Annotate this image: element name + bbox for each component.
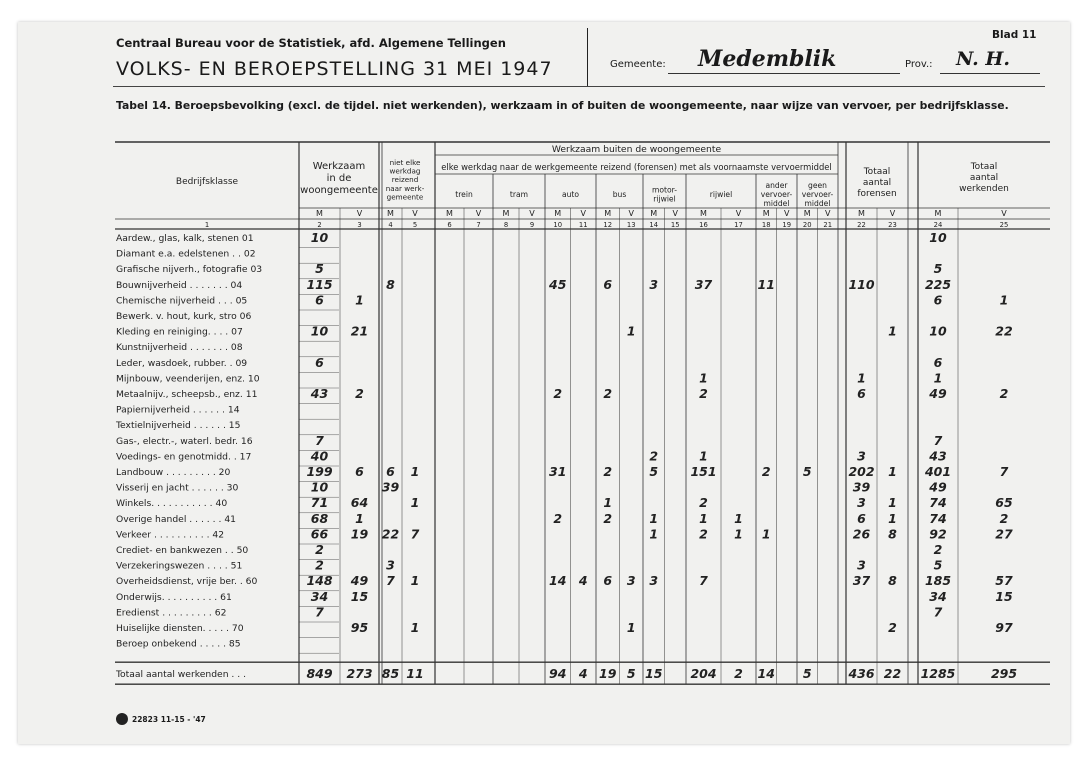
total-value: 1285 bbox=[920, 666, 956, 682]
cell-value: 68 bbox=[310, 510, 329, 526]
cell-value: 15 bbox=[350, 588, 369, 604]
cell-value: 26 bbox=[852, 526, 871, 542]
industry-row-label: Voedings- en genotmidd. . 17 bbox=[116, 451, 252, 463]
cell-value: 2 bbox=[933, 542, 943, 557]
cell-value: 6 bbox=[386, 464, 395, 479]
industry-row-label: Winkels. . . . . . . . . . . 40 bbox=[116, 498, 228, 510]
column-number: 17 bbox=[734, 221, 743, 229]
cell-value: 6 bbox=[857, 386, 866, 401]
industry-row-label: Chemische nijverheid . . . 05 bbox=[116, 295, 248, 307]
cell-value: 3 bbox=[626, 573, 636, 589]
transport-mode-header: tram bbox=[509, 190, 529, 199]
cell-value: 49 bbox=[929, 479, 947, 495]
cell-value: 7 bbox=[933, 432, 943, 448]
cell-value: 2 bbox=[553, 386, 563, 401]
industry-row-label: Textielnijverheid . . . . . . 15 bbox=[116, 420, 241, 432]
total-value: 14 bbox=[757, 666, 775, 682]
sex-label: V bbox=[580, 209, 586, 218]
sex-label: M bbox=[316, 209, 323, 218]
cell-value: 27 bbox=[995, 526, 1013, 542]
cell-value: 202 bbox=[848, 464, 875, 479]
cell-value: 148 bbox=[306, 573, 333, 589]
cell-value: 1 bbox=[888, 323, 897, 339]
cell-value: 1 bbox=[626, 323, 636, 339]
sheet-number: Blad 11 bbox=[992, 29, 1037, 41]
column-number: 13 bbox=[626, 221, 636, 229]
cell-value: 37 bbox=[694, 276, 713, 292]
transport-mode-header: middel bbox=[804, 199, 831, 208]
total-value: 204 bbox=[690, 666, 717, 682]
column-number: 7 bbox=[476, 221, 481, 229]
municipality-value: Medemblik bbox=[698, 46, 837, 72]
column-number: 3 bbox=[357, 221, 362, 229]
cell-value: 6 bbox=[933, 292, 943, 308]
cell-value: 49 bbox=[929, 386, 947, 401]
total-value: 295 bbox=[990, 666, 1018, 682]
cell-value: 19 bbox=[350, 526, 369, 542]
sex-label: M bbox=[700, 209, 707, 218]
sex-label: M bbox=[604, 209, 612, 218]
cell-value: 14 bbox=[549, 573, 567, 589]
cell-value: 34 bbox=[310, 588, 329, 604]
cell-value: 7 bbox=[699, 573, 708, 589]
transport-mode-header: geen bbox=[808, 181, 827, 190]
cell-value: 74 bbox=[929, 495, 947, 511]
cell-value: 2 bbox=[699, 386, 708, 401]
cell-value: 5 bbox=[933, 557, 943, 573]
cell-value: 10 bbox=[310, 479, 329, 495]
industry-header: Bedrijfsklasse bbox=[175, 177, 239, 187]
industry-row-label: Huiselijke diensten. . . . . 70 bbox=[116, 623, 244, 634]
cell-value: 1 bbox=[355, 510, 364, 526]
total-commuters-header: forensen bbox=[857, 189, 897, 199]
column-number: 8 bbox=[503, 221, 509, 229]
cell-value: 8 bbox=[888, 526, 897, 542]
industry-row-label: Visserij en jacht . . . . . . 30 bbox=[116, 482, 239, 494]
cell-value: 39 bbox=[852, 479, 871, 495]
transport-mode-header: bus bbox=[612, 190, 627, 199]
cell-value: 1 bbox=[734, 510, 743, 526]
cell-value: 2 bbox=[888, 620, 897, 635]
cell-value: 71 bbox=[310, 495, 329, 511]
province-value: N. H. bbox=[956, 48, 1010, 70]
industry-row-label: Overheidsdienst, vrije ber. . 60 bbox=[116, 576, 258, 588]
municipality-label: Gemeente: bbox=[610, 59, 666, 70]
cell-value: 2 bbox=[649, 448, 659, 464]
column-number: 11 bbox=[578, 221, 588, 229]
cell-value: 2 bbox=[355, 386, 364, 401]
transport-mode-header: vervoer- bbox=[760, 190, 793, 199]
transport-mode-header: motor- bbox=[651, 185, 678, 195]
transport-mode-header: rijwiel bbox=[653, 194, 676, 204]
cell-value: 1 bbox=[410, 464, 420, 479]
industry-row-label: Verkeer . . . . . . . . . . 42 bbox=[116, 529, 225, 541]
cell-value: 2 bbox=[603, 386, 613, 401]
cell-value: 43 bbox=[929, 448, 947, 464]
total-value: 19 bbox=[599, 666, 617, 682]
cell-value: 4 bbox=[578, 573, 588, 589]
industry-row-label: Kunstnijverheid . . . . . . . 08 bbox=[116, 342, 243, 354]
column-number: 14 bbox=[649, 221, 659, 229]
industry-row-label: Onderwijs. . . . . . . . . . 61 bbox=[116, 591, 232, 603]
cell-value: 95 bbox=[350, 620, 369, 635]
sex-label: V bbox=[1001, 209, 1007, 218]
cell-value: 225 bbox=[924, 276, 952, 292]
census-form-sheet bbox=[18, 22, 1070, 744]
cell-value: 3 bbox=[857, 495, 866, 511]
cell-value: 6 bbox=[857, 510, 866, 526]
cell-value: 11 bbox=[757, 276, 775, 292]
printer-logo-icon bbox=[116, 713, 128, 725]
column-number: 15 bbox=[670, 221, 680, 229]
sex-label: V bbox=[475, 209, 482, 218]
cell-value: 3 bbox=[857, 448, 866, 464]
table-title: Tabel 14. Beroepsbevolking (excl. de tijdel. niet werkenden), werkzaam in of buiten de woongemeente, naar wijze van vervoer, per bedrijfsklasse. bbox=[116, 99, 1009, 112]
total-commuters-header: Totaal bbox=[863, 167, 891, 177]
cell-value: 40 bbox=[310, 448, 329, 464]
transport-mode-header: rijwiel bbox=[709, 190, 733, 199]
column-number: 19 bbox=[782, 221, 792, 229]
industry-row-label: Bewerk. v. hout, kurk, stro 06 bbox=[116, 311, 252, 322]
occupation-table bbox=[18, 22, 1070, 744]
cell-value: 401 bbox=[924, 464, 952, 479]
sex-label: M bbox=[554, 209, 562, 218]
industry-row-label: Grafische nijverh., fotografie 03 bbox=[116, 264, 263, 276]
cell-value: 5 bbox=[802, 464, 812, 479]
sex-label: V bbox=[672, 209, 678, 218]
sex-label: M bbox=[446, 209, 453, 218]
cell-value: 1 bbox=[626, 620, 636, 635]
industry-row-label: Kleding en reiniging. . . . 07 bbox=[116, 326, 243, 338]
industry-row-label: Overige handel . . . . . . 41 bbox=[116, 513, 237, 525]
sex-label: M bbox=[762, 209, 770, 218]
cell-value: 10 bbox=[310, 323, 329, 339]
cell-value: 1 bbox=[761, 526, 771, 542]
column-number: 4 bbox=[388, 221, 393, 229]
cell-value: 2 bbox=[761, 464, 771, 479]
transport-mode-header: vervoer- bbox=[801, 190, 834, 199]
column-number: 12 bbox=[603, 221, 613, 229]
column-number: 22 bbox=[857, 221, 866, 229]
cell-value: 1 bbox=[649, 510, 659, 526]
total-commuters-header: aantal bbox=[862, 178, 892, 188]
in-home-header: woongemeente bbox=[300, 185, 378, 196]
in-home-header: in de bbox=[326, 173, 352, 184]
sex-label: V bbox=[735, 209, 742, 218]
column-number: 21 bbox=[823, 221, 833, 229]
cell-value: 7 bbox=[410, 526, 420, 542]
cell-value: 39 bbox=[381, 479, 400, 495]
column-number: 5 bbox=[412, 221, 418, 229]
cell-value: 64 bbox=[350, 495, 369, 511]
industry-row-label: Eredienst . . . . . . . . . 62 bbox=[116, 607, 227, 619]
cell-value: 110 bbox=[848, 276, 875, 292]
cell-value: 1 bbox=[888, 510, 897, 526]
column-number: 6 bbox=[447, 221, 452, 229]
column-number: 9 bbox=[529, 221, 535, 229]
industry-row-label: Gas-, electr.-, waterl. bedr. 16 bbox=[116, 435, 253, 447]
transport-mode-header: ander bbox=[765, 181, 788, 190]
cell-value: 6 bbox=[603, 573, 613, 589]
column-number: 25 bbox=[999, 221, 1009, 229]
total-value: 85 bbox=[381, 666, 400, 682]
cell-value: 45 bbox=[549, 276, 567, 292]
cell-value: 1 bbox=[355, 292, 364, 308]
column-number: 10 bbox=[553, 221, 563, 229]
print-code: 22823 11-15 - '47 bbox=[132, 715, 206, 724]
not-daily-header: gemeente bbox=[386, 192, 424, 202]
cell-value: 22 bbox=[995, 323, 1013, 339]
cell-value: 43 bbox=[310, 386, 329, 401]
column-number: 1 bbox=[204, 221, 210, 229]
cell-value: 1 bbox=[699, 448, 708, 464]
cell-value: 115 bbox=[306, 276, 333, 292]
cell-value: 2 bbox=[603, 464, 613, 479]
cell-value: 6 bbox=[933, 354, 943, 370]
total-value: 5 bbox=[626, 666, 636, 682]
cell-value: 3 bbox=[649, 276, 659, 292]
not-daily-header: reizend bbox=[391, 175, 419, 185]
cell-value: 31 bbox=[549, 464, 567, 479]
cell-value: 10 bbox=[929, 323, 947, 339]
column-number: 18 bbox=[761, 221, 771, 229]
daily-commuter-header: elke werkdag naar de werkgemeente reizend (forensen) met als voornaamste vervoermiddel bbox=[441, 162, 832, 172]
cell-value: 74 bbox=[929, 510, 947, 526]
total-value: 94 bbox=[549, 666, 567, 682]
column-number: 16 bbox=[699, 221, 708, 229]
cell-value: 3 bbox=[857, 557, 866, 573]
cell-value: 7 bbox=[315, 432, 324, 448]
column-number: 23 bbox=[888, 221, 897, 229]
cell-value: 66 bbox=[310, 526, 329, 542]
not-daily-header: werkdag bbox=[389, 166, 421, 176]
sex-label: M bbox=[650, 209, 658, 218]
cell-value: 10 bbox=[929, 230, 947, 245]
cell-value: 6 bbox=[315, 354, 324, 370]
total-value: 4 bbox=[578, 666, 588, 682]
sex-label: M bbox=[502, 209, 510, 218]
outside-header: Werkzaam buiten de woongemeente bbox=[551, 144, 722, 155]
census-title: VOLKS- EN BEROEPSTELLING 31 MEI 1947 bbox=[116, 58, 553, 80]
industry-row-label: Diamant e.a. edelstenen . . 02 bbox=[116, 248, 256, 260]
total-value: 273 bbox=[346, 666, 373, 682]
sex-label: V bbox=[356, 209, 363, 218]
cell-value: 2 bbox=[699, 495, 708, 511]
cell-value: 34 bbox=[929, 588, 947, 604]
cell-value: 185 bbox=[924, 573, 952, 589]
total-value: 11 bbox=[406, 666, 424, 682]
column-number: 20 bbox=[802, 221, 812, 229]
cell-value: 7 bbox=[933, 604, 943, 620]
total-value: 22 bbox=[883, 666, 902, 682]
cell-value: 57 bbox=[995, 573, 1013, 589]
cell-value: 37 bbox=[852, 573, 871, 589]
cell-value: 49 bbox=[350, 573, 369, 589]
cell-value: 10 bbox=[310, 230, 329, 245]
industry-row-label: Metaalnijv., scheepsb., enz. 11 bbox=[116, 389, 258, 400]
industry-row-label: Bouwnijverheid . . . . . . . 04 bbox=[116, 279, 243, 291]
cell-value: 92 bbox=[929, 526, 947, 542]
transport-mode-header: auto bbox=[561, 190, 580, 199]
cell-value: 8 bbox=[386, 276, 395, 292]
cell-value: 1 bbox=[699, 370, 708, 386]
cell-value: 8 bbox=[888, 573, 897, 589]
cell-value: 1 bbox=[410, 620, 420, 635]
cell-value: 21 bbox=[350, 323, 369, 339]
sex-label: M bbox=[858, 209, 865, 218]
bureau-line: Centraal Bureau voor de Statistiek, afd. Algemene Tellingen bbox=[116, 36, 506, 50]
cell-value: 97 bbox=[995, 620, 1013, 635]
cell-value: 6 bbox=[355, 464, 364, 479]
cell-value: 199 bbox=[306, 464, 333, 479]
not-daily-header: naar werk- bbox=[385, 183, 425, 193]
cell-value: 1 bbox=[999, 292, 1009, 308]
in-home-header: Werkzaam bbox=[312, 161, 366, 172]
industry-row-label: Crediet- en bankwezen . . 50 bbox=[116, 545, 249, 556]
cell-value: 1 bbox=[649, 526, 659, 542]
industry-row-label: Landbouw . . . . . . . . . 20 bbox=[116, 467, 231, 478]
industry-row-label: Beroep onbekend . . . . . 85 bbox=[116, 638, 241, 650]
total-working-header: aantal bbox=[969, 173, 999, 183]
sex-label: V bbox=[784, 209, 790, 218]
cell-value: 2 bbox=[315, 542, 324, 557]
cell-value: 1 bbox=[603, 495, 613, 511]
cell-value: 1 bbox=[410, 495, 420, 511]
sex-label: M bbox=[803, 209, 811, 218]
cell-value: 1 bbox=[410, 573, 420, 589]
total-value: 436 bbox=[848, 666, 875, 682]
cell-value: 5 bbox=[649, 464, 659, 479]
sex-label: M bbox=[387, 209, 394, 218]
not-daily-header: niet elke bbox=[389, 158, 421, 167]
cell-value: 3 bbox=[649, 573, 659, 589]
column-number: 2 bbox=[317, 221, 322, 229]
cell-value: 6 bbox=[603, 276, 613, 292]
total-working-header: Totaal bbox=[970, 162, 998, 172]
cell-value: 1 bbox=[888, 495, 897, 511]
cell-value: 7 bbox=[315, 604, 324, 620]
cell-value: 151 bbox=[690, 464, 717, 479]
total-value: 5 bbox=[802, 666, 812, 682]
total-working-header: werkenden bbox=[959, 184, 1009, 194]
cell-value: 7 bbox=[386, 573, 395, 589]
industry-row-label: Mijnbouw, veenderijen, enz. 10 bbox=[116, 373, 260, 385]
industry-row-label: Aardew., glas, kalk, stenen 01 bbox=[116, 233, 254, 244]
cell-value: 15 bbox=[995, 588, 1013, 604]
cell-value: 1 bbox=[888, 464, 897, 479]
total-value: 849 bbox=[306, 666, 333, 682]
cell-value: 5 bbox=[315, 261, 324, 277]
total-value: 15 bbox=[645, 666, 663, 682]
cell-value: 2 bbox=[553, 510, 563, 526]
cell-value: 1 bbox=[699, 510, 708, 526]
total-value: 2 bbox=[734, 666, 743, 682]
cell-value: 22 bbox=[381, 526, 400, 542]
province-label: Prov.: bbox=[905, 59, 933, 70]
cell-value: 1 bbox=[734, 526, 743, 542]
cell-value: 7 bbox=[999, 464, 1009, 479]
cell-value: 5 bbox=[933, 261, 943, 277]
cell-value: 2 bbox=[699, 526, 708, 542]
sex-label: V bbox=[628, 209, 634, 218]
cell-value: 3 bbox=[386, 557, 395, 573]
industry-row-label: Verzekeringswezen . . . . 51 bbox=[116, 560, 243, 572]
cell-value: 1 bbox=[933, 370, 943, 386]
sex-label: V bbox=[412, 209, 418, 218]
sex-label: M bbox=[934, 209, 942, 218]
transport-mode-header: trein bbox=[455, 190, 473, 199]
sex-label: V bbox=[825, 209, 831, 218]
cell-value: 1 bbox=[857, 370, 866, 386]
sex-label: V bbox=[889, 209, 896, 218]
cell-value: 2 bbox=[603, 510, 613, 526]
column-number: 24 bbox=[933, 221, 943, 229]
cell-value: 6 bbox=[315, 292, 324, 308]
industry-row-label: Papiernijverheid . . . . . . 14 bbox=[116, 404, 240, 416]
transport-mode-header: middel bbox=[763, 199, 790, 208]
cell-value: 2 bbox=[999, 386, 1009, 401]
industry-row-label: Leder, wasdoek, rubber. . 09 bbox=[116, 357, 248, 369]
cell-value: 65 bbox=[995, 495, 1013, 511]
cell-value: 2 bbox=[999, 510, 1009, 526]
totals-label: Totaal aantal werkenden . . . bbox=[116, 669, 247, 681]
cell-value: 2 bbox=[315, 557, 324, 573]
sex-label: V bbox=[529, 209, 535, 218]
